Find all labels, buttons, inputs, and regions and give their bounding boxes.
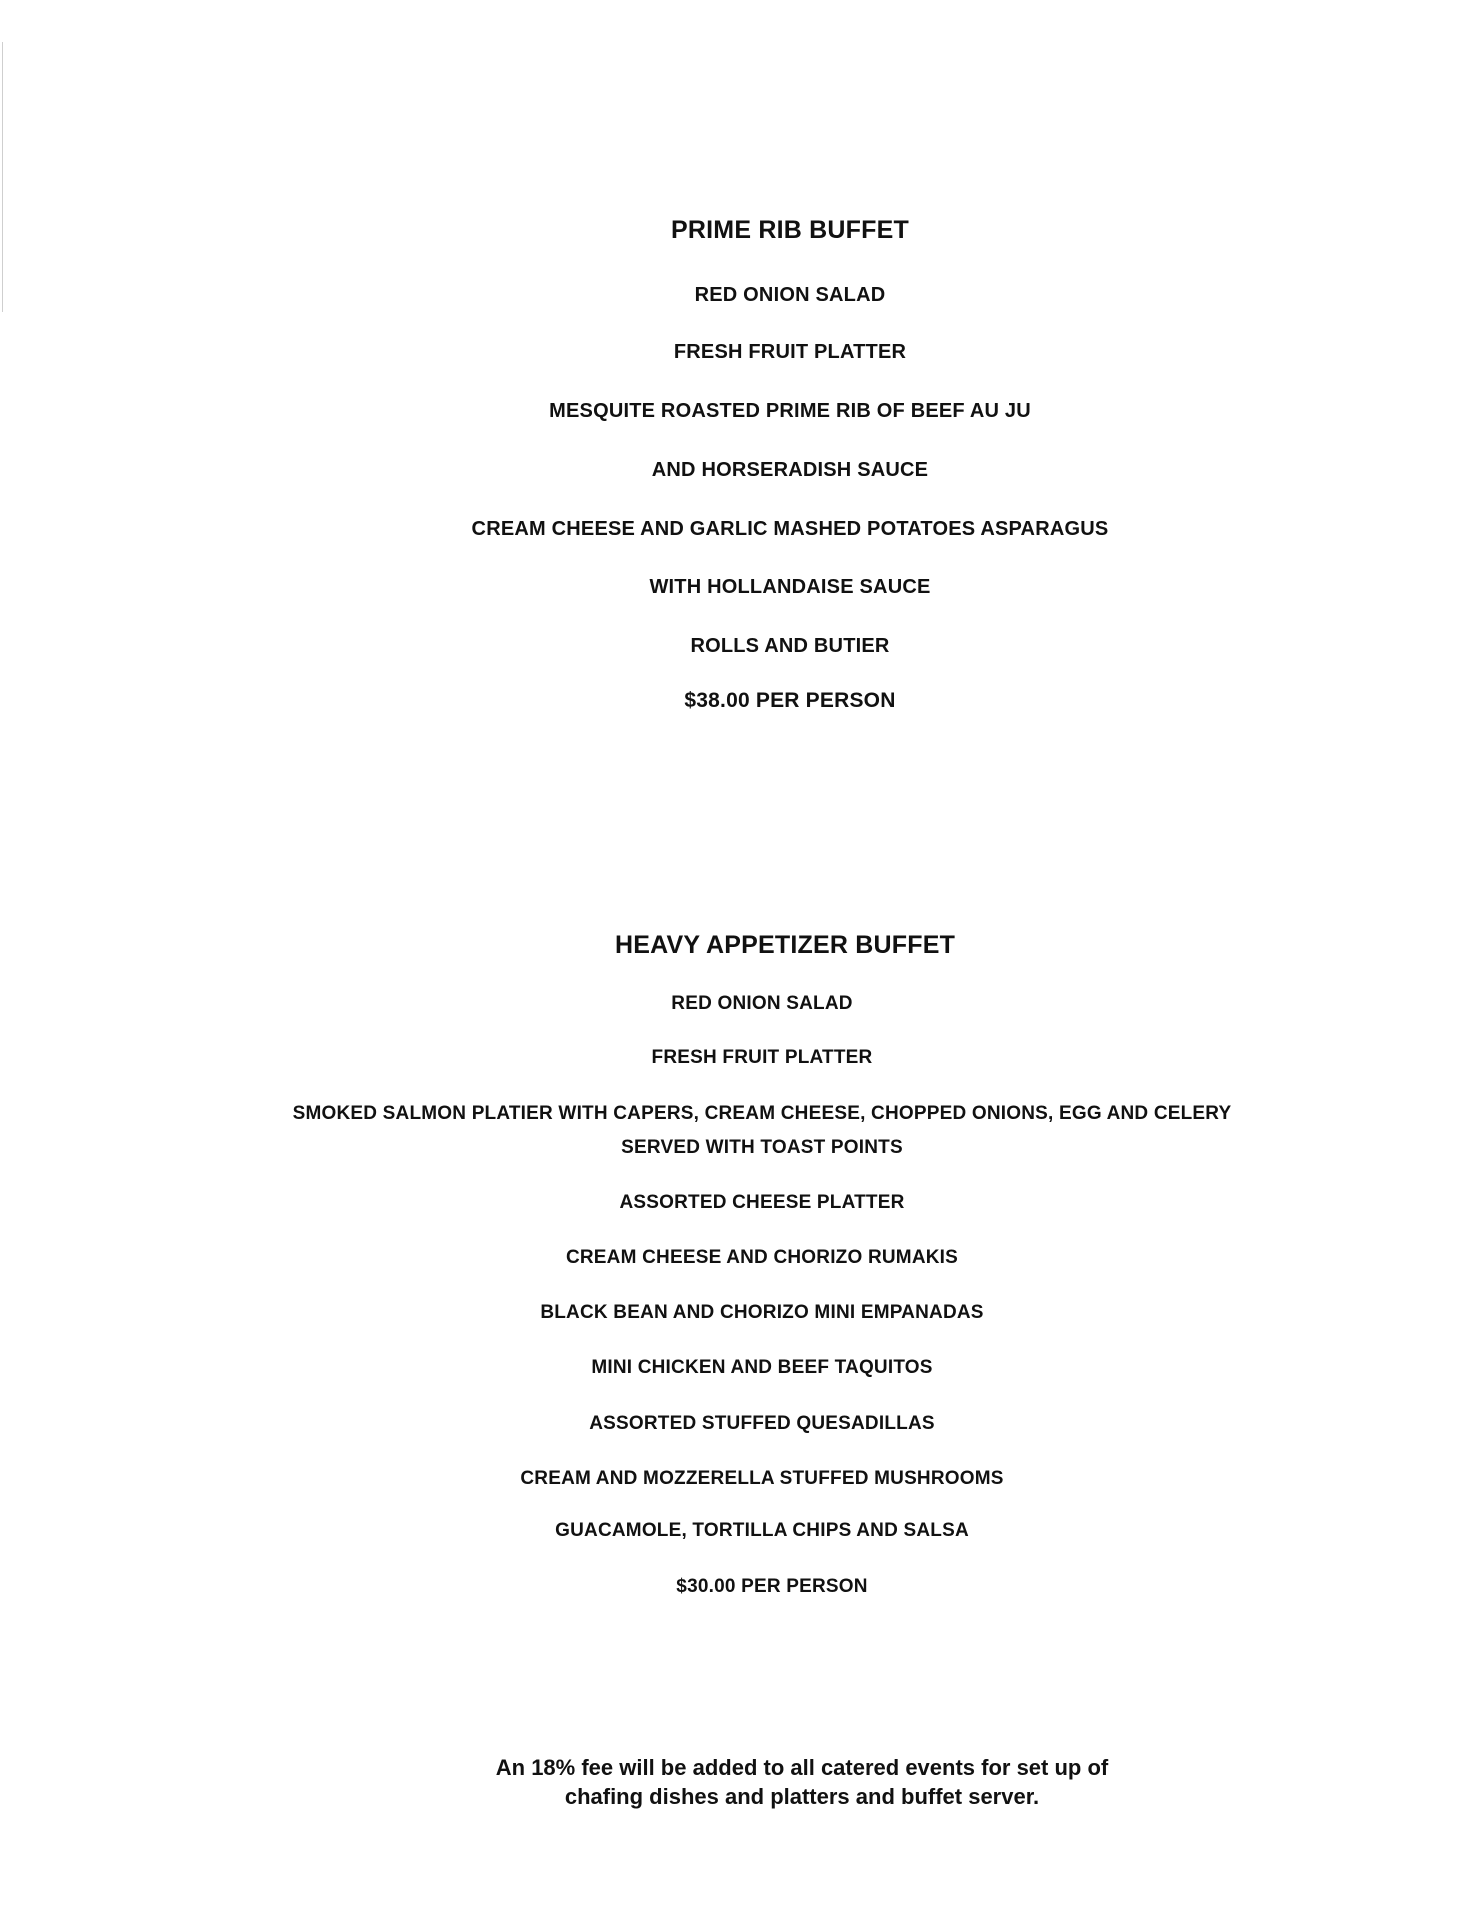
- prime-rib-item-hollandaise: WITH HOLLANDAISE SAUCE: [649, 576, 931, 598]
- appetizer-item-fruit-platter: FRESH FRUIT PLATTER: [651, 1047, 873, 1068]
- prime-rib-item-rolls: ROLLS AND BUTIER: [690, 635, 890, 657]
- appetizer-item-rumakis: CREAM CHEESE AND CHORIZO RUMAKIS: [565, 1247, 959, 1268]
- prime-rib-item-red-onion-salad: RED ONION SALAD: [694, 284, 886, 306]
- catering-fee-notice-line-1: An 18% fee will be added to all catered events for set up of: [495, 1755, 1109, 1780]
- prime-rib-item-fruit-platter: FRESH FRUIT PLATTER: [673, 341, 907, 363]
- prime-rib-item-potatoes-asparagus: CREAM CHEESE AND GARLIC MASHED POTATOES ASPARAGUS: [471, 518, 1109, 540]
- appetizer-item-cheese-platter: ASSORTED CHEESE PLATTER: [619, 1192, 905, 1213]
- prime-rib-title: PRIME RIB BUFFET: [671, 216, 909, 244]
- appetizer-item-red-onion-salad: RED ONION SALAD: [671, 993, 853, 1014]
- prime-rib-price: $38.00 PER PERSON: [684, 689, 896, 712]
- heavy-appetizer-title: HEAVY APPETIZER BUFFET: [614, 931, 956, 959]
- prime-rib-item-horseradish: AND HORSERADISH SAUCE: [651, 459, 929, 481]
- appetizer-item-toast-points: SERVED WITH TOAST POINTS: [621, 1137, 903, 1158]
- catering-fee-notice: [60, 1753, 1484, 1811]
- appetizer-item-smoked-salmon: SMOKED SALMON PLATIER WITH CAPERS, CREAM CHEESE, CHOPPED ONIONS, EGG AND CELERY: [292, 1103, 1232, 1124]
- appetizer-item-taquitos: MINI CHICKEN AND BEEF TAQUITOS: [591, 1357, 933, 1378]
- appetizer-item-empanadas: BLACK BEAN AND CHORIZO MINI EMPANADAS: [540, 1302, 984, 1323]
- appetizer-item-guacamole: GUACAMOLE, TORTILLA CHIPS AND SALSA: [555, 1520, 969, 1541]
- page-edge-line: [2, 42, 3, 312]
- heavy-appetizer-price: $30.00 PER PERSON: [676, 1576, 868, 1597]
- appetizer-item-quesadillas: ASSORTED STUFFED QUESADILLAS: [589, 1413, 935, 1434]
- prime-rib-item-prime-rib: MESQUITE ROASTED PRIME RIB OF BEEF AU JU: [549, 400, 1031, 422]
- catering-fee-notice-line-2: chafing dishes and platters and buffet server.: [564, 1784, 1040, 1809]
- appetizer-item-mushrooms: CREAM AND MOZZERELLA STUFFED MUSHROOMS: [520, 1468, 1004, 1489]
